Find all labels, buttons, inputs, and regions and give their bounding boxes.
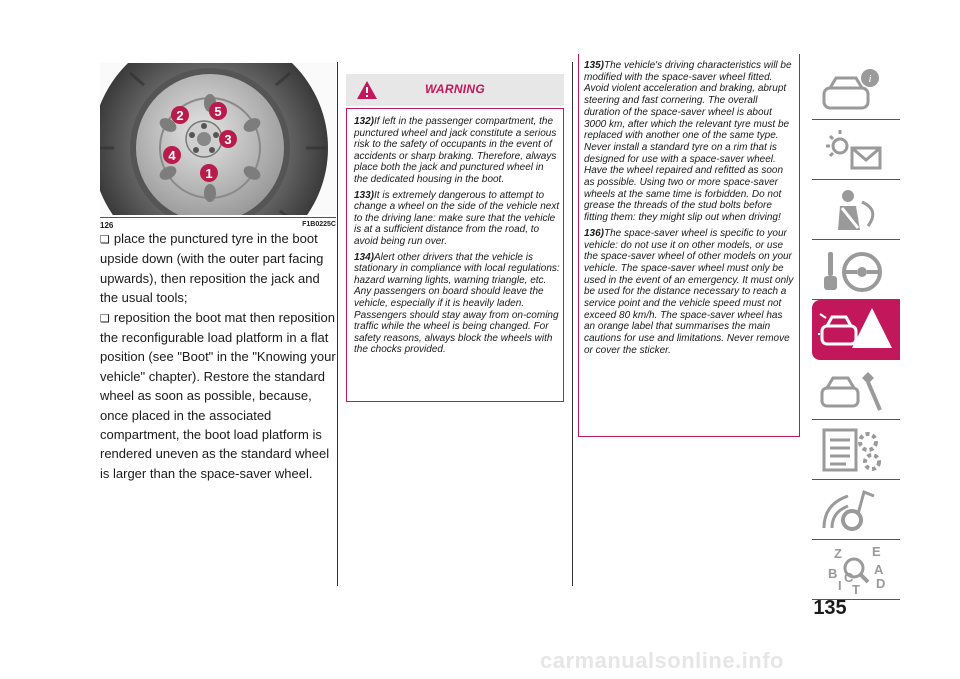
chapter-tab[interactable]: [812, 300, 900, 360]
checkbox-bullet-icon: ❑: [100, 311, 110, 325]
watermark: carmanualsonline.info: [540, 648, 784, 673]
warning-item: [584, 60, 796, 224]
warning-item-text: Alert other drivers that the vehicle is stationary in compliance with local regulations: hazard warning lights, warning triangle, etc. Any passengers on board should leave the vehicle, especially if it is heavily laden. Passengers should stay away from on-coming traffic while the wheel is being changed. For safety reasons, always block the wheels with the chocks provided.: [354, 251, 560, 356]
list-item: [100, 308, 340, 484]
svg-text:B: B: [828, 566, 838, 581]
page-number: 135: [813, 597, 847, 619]
svg-text:T: T: [852, 582, 860, 596]
column-divider: [572, 62, 573, 586]
procedure-text: [100, 229, 340, 483]
safety-airbag-icon: [818, 184, 896, 236]
figure-code: F1B0225C: [302, 221, 336, 228]
warning-header: [346, 74, 564, 106]
warning-item: [354, 190, 560, 248]
warning-item-text: It is extremely dangerous to attempt to change a wheel on the side of the vehicle next to the driving lane: make sure that the vehicle is at a sufficient distance from the road, to avoid being run over.: [354, 189, 560, 247]
warning-item-text: If left in the passenger compartment, the punctured wheel and jack constitute a serious risk to the safety of occupants in the event of accidents or sharp braking. Therefore, always place both the jack and punctured wheel in the dedicated housing in the boot.: [354, 116, 557, 185]
chapter-tab[interactable]: [812, 420, 900, 480]
steering-key-icon: [818, 244, 896, 296]
svg-text:D: D: [876, 576, 886, 591]
svg-text:2: 2: [176, 108, 184, 123]
svg-text:i: i: [868, 73, 872, 85]
warning-item-number: 135): [584, 60, 605, 71]
svg-text:4: 4: [168, 148, 176, 163]
callout-2: [171, 106, 189, 124]
warning-item: [354, 116, 560, 186]
chapter-tab[interactable]: [812, 180, 900, 240]
chapter-tab[interactable]: [812, 60, 900, 120]
callout-3: [219, 130, 237, 148]
svg-text:I: I: [838, 578, 842, 593]
index-icon: [818, 544, 896, 596]
warning-item: [584, 228, 796, 357]
warning-lights-icon: [818, 124, 896, 176]
svg-text:E: E: [872, 544, 881, 559]
warning-item-number: 134): [354, 251, 375, 263]
list-item: [100, 229, 340, 308]
chapter-tab[interactable]: [812, 540, 900, 600]
callout-4: [163, 146, 181, 164]
warning-item-text: The space-saver wheel is specific to your vehicle: do not use it on other models, or use the space-saver wheel of other models on your vehicle. The space-saver wheel must only be used in the event of an emergency. It must only be used for the distance necessary to reach a service point and the vehicle speed must not exceed 80 km/h. The space-saver wheel has an orange label that summarises the main cautions for use and limitations. Never remove or cover the sticker.: [584, 227, 794, 356]
callout-5: [209, 102, 227, 120]
car-info-icon: [818, 64, 896, 116]
chapter-tab[interactable]: [812, 480, 900, 540]
warning-item-number: 133): [354, 189, 375, 201]
warning-item-number: 136): [584, 227, 605, 239]
svg-text:5: 5: [214, 104, 222, 119]
svg-text:Z: Z: [834, 546, 842, 561]
chapter-tab[interactable]: [812, 240, 900, 300]
svg-text:1: 1: [205, 166, 213, 181]
spare-wheel-figure: [100, 63, 336, 215]
callout-1: [200, 164, 218, 182]
column-divider: [337, 62, 338, 586]
svg-text:A: A: [874, 562, 884, 577]
warning-title: WARNING: [424, 82, 486, 96]
emergency-breakdown-icon: [818, 304, 896, 356]
svg-text:3: 3: [224, 132, 232, 147]
technical-data-icon: [818, 424, 896, 476]
chapter-tab[interactable]: [812, 360, 900, 420]
warning-item-number: 132): [354, 116, 375, 127]
warning-text: [354, 116, 560, 360]
warning-item-text: The vehicle's driving characteristics will be modified with the space-saver wheel fitted. Avoid violent acceleration and braking, abrupt steering and fast cornering. The overall duration of the space-saver wheel is about 3000 km, after which the relevant tyre must be replaced with another one of the same type. Never install a standard tyre on a rim that is designed for use with a space-saver wheel. Have the wheel repaired and refitted as soon as possible. Using two or more space-saver wheels at the same time is forbidden. Do not grease the threads of the stud bolts before fitting them: they might slip out when driving!: [584, 60, 792, 224]
checkbox-bullet-icon: ❑: [100, 233, 110, 246]
multimedia-icon: [818, 484, 896, 536]
figure-number: 126: [100, 221, 114, 230]
warning-item: [354, 252, 560, 356]
maintenance-icon: [818, 364, 896, 416]
callout-layer: [100, 63, 336, 215]
list-item-text: place the punctured tyre in the boot upside down (with the outer part facing upwards), then reposition the jack and the usual tools;: [100, 231, 324, 306]
chapter-tab[interactable]: [812, 120, 900, 180]
svg-text:C: C: [844, 570, 854, 585]
list-item-text: reposition the boot mat then reposition the reconfigurable load platform in a flat position (see "Boot" in the "Knowing your vehicle" chapter). Restore the standard wheel as soon as possible, because, once placed in the associated compartment, the boot load platform is rendered uneven as the standard wheel is larger than the space-saver wheel.: [100, 309, 336, 481]
warning-continuation-text: [584, 60, 796, 361]
